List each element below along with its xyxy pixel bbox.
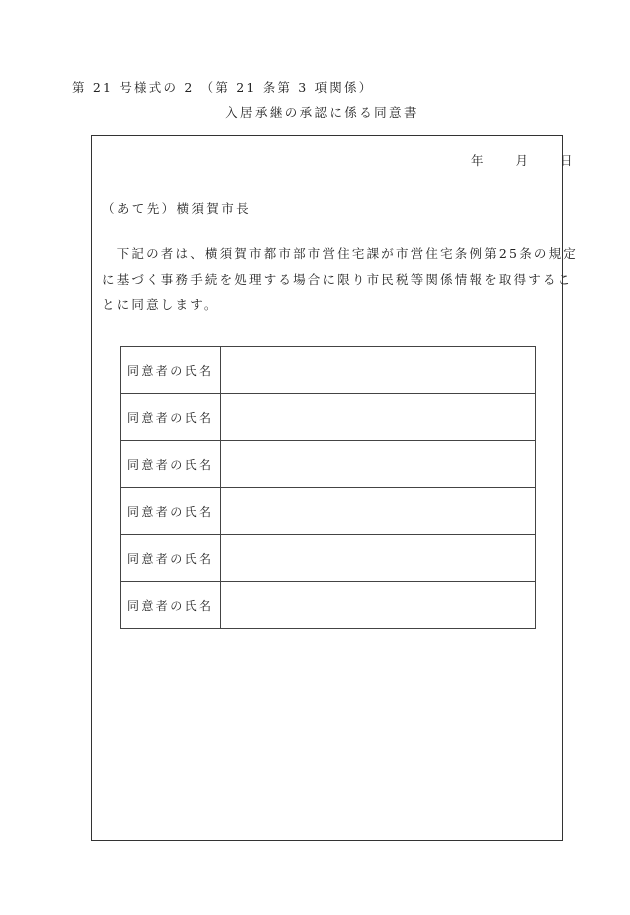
- date-month-label: 月: [515, 153, 529, 168]
- consenter-signature-table: [120, 346, 536, 629]
- consent-line: に基づく事務手続を処理する場合に限り市民税等関係情報を取得するこ: [102, 271, 573, 287]
- consenter-name-label: 同意者の氏名: [121, 488, 221, 535]
- table-row: [121, 488, 536, 535]
- table-row: [121, 394, 536, 441]
- consenter-name-field[interactable]: [220, 535, 535, 582]
- date-day-label: 日: [560, 153, 573, 168]
- table-row: [121, 582, 536, 629]
- table-row: [121, 441, 536, 488]
- consenter-name-field[interactable]: [220, 582, 535, 629]
- date-year-label: 年: [471, 153, 484, 168]
- consenter-name-field[interactable]: [220, 441, 535, 488]
- document-title: 入居承継の承認に係る同意書: [225, 105, 419, 120]
- table-row: [121, 347, 536, 394]
- date-line: [471, 151, 573, 169]
- table-row: [121, 535, 536, 582]
- consenter-name-label: 同意者の氏名: [121, 394, 221, 441]
- consenter-name-field[interactable]: [220, 488, 535, 535]
- form-number: 第 21 号様式の 2 （第 21 条第 3 項関係）: [72, 80, 374, 95]
- consenter-name-field[interactable]: [220, 394, 535, 441]
- addressee: （あて先）横須賀市長: [102, 201, 252, 216]
- consenter-name-label: 同意者の氏名: [121, 347, 221, 394]
- consenter-name-label: 同意者の氏名: [121, 535, 221, 582]
- consenter-name-label: 同意者の氏名: [121, 441, 221, 488]
- consent-statement: [102, 241, 579, 318]
- consenter-name-field[interactable]: [220, 347, 535, 394]
- consent-line: 下記の者は、横須賀市都市部市営住宅課が市営住宅条例第25条の規定: [102, 246, 579, 261]
- consenter-name-label: 同意者の氏名: [121, 582, 221, 629]
- consent-line: とに同意します。: [102, 297, 219, 312]
